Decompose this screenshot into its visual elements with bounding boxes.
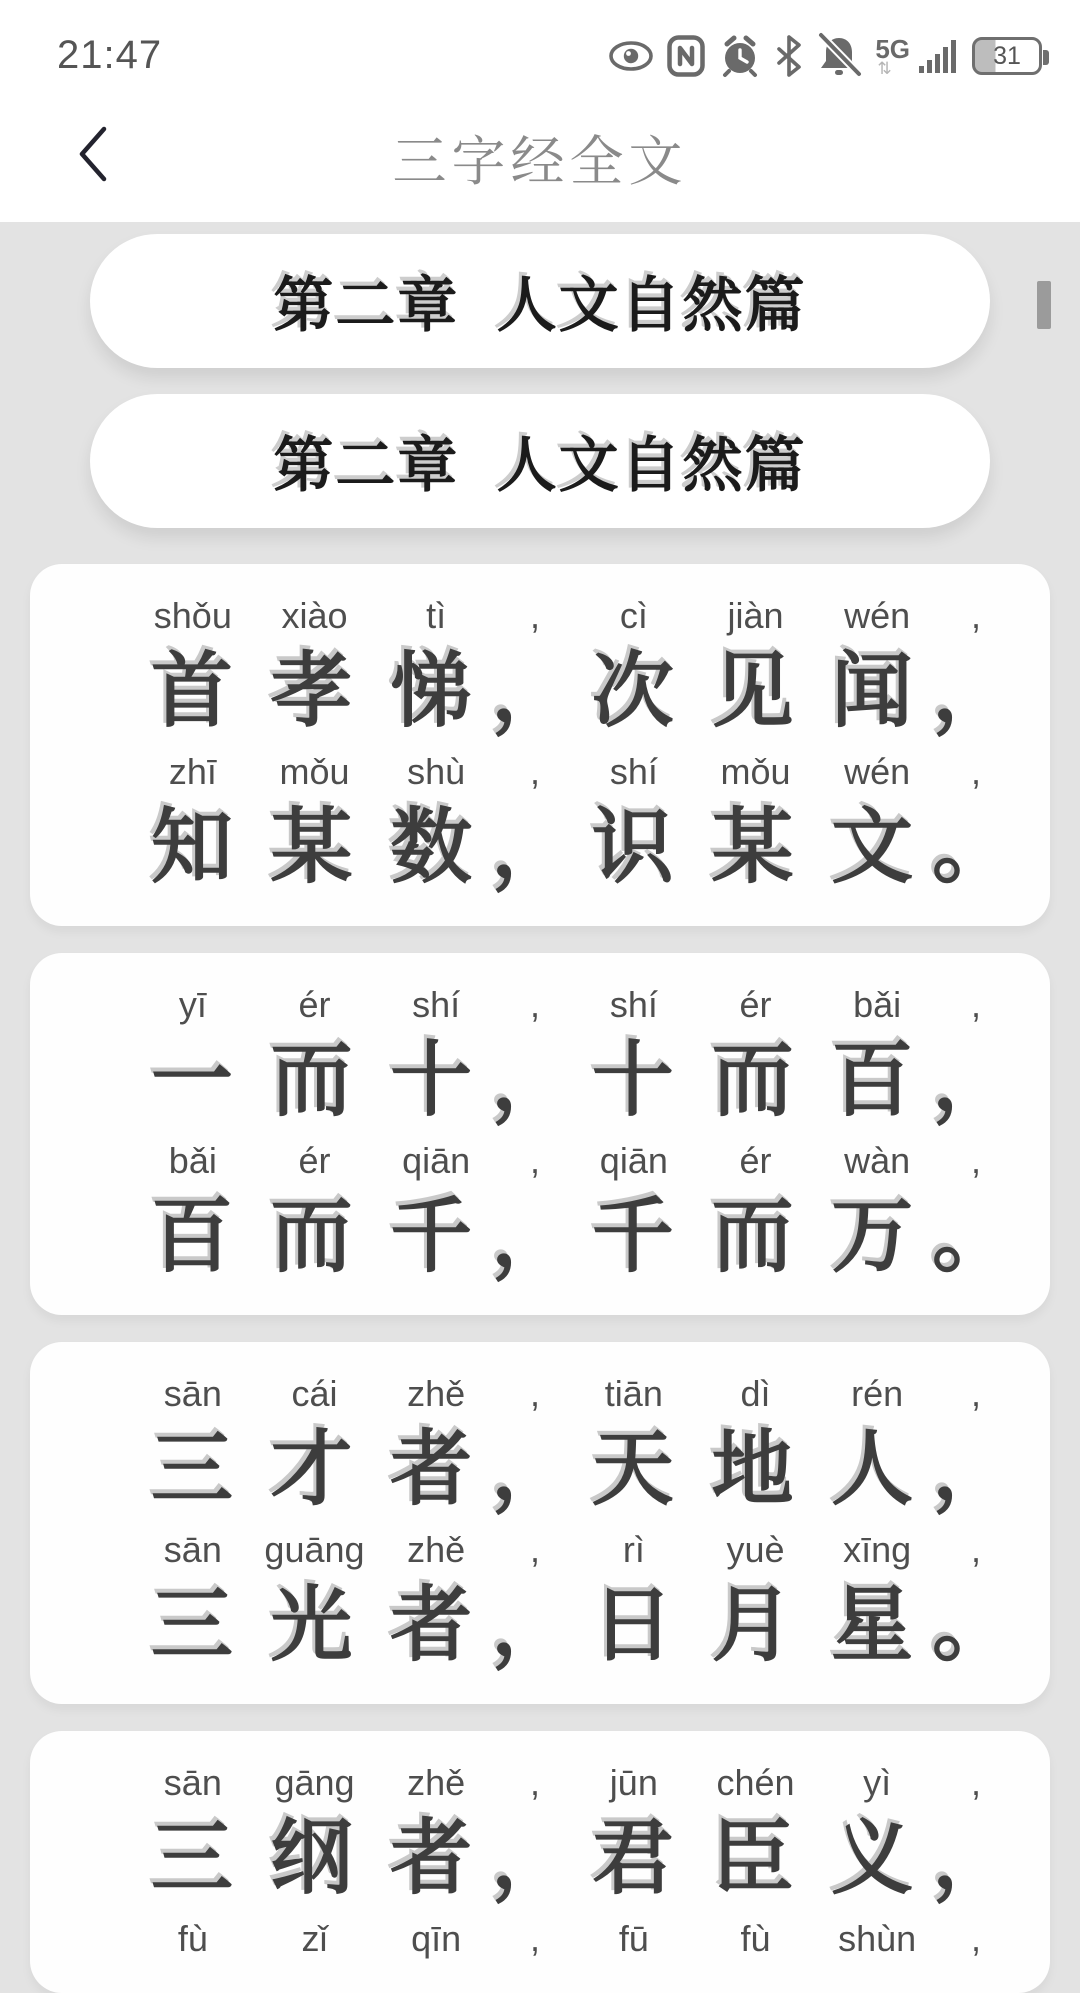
hanzi-character: 者 [390,1580,473,1671]
hanzi-punctuation: ， [490,1191,573,1282]
hanzi-character: 光 [270,1580,353,1671]
hanzi-punctuation: ， [490,1424,573,1515]
hanzi-character: 臣 [711,1813,794,1904]
pinyin-row [132,1757,1014,1809]
pinyin-syllable: shǒu [153,595,232,636]
hanzi-character: 三 [150,1580,233,1671]
pinyin-syllable: qīn [411,1918,462,1959]
page-title: 三字经全文 [392,131,688,192]
top-white-zone [0,0,1080,222]
scrollbar-thumb[interactable] [1037,281,1051,329]
pinyin-syllable: mǒu [720,751,791,792]
verse-line [132,1135,1014,1287]
bluetooth-icon [775,35,803,77]
pinyin-syllable: qiān [599,1140,668,1181]
pinyin-syllable: sān [163,1529,222,1570]
status-icons [608,34,1042,78]
pinyin-syllable: xiào [281,595,348,636]
hanzi-row [132,1031,1014,1131]
verse-card[interactable] [30,1731,1050,1993]
pinyin-syllable: zhī [168,751,217,792]
pinyin-comma: , [970,984,981,1025]
hanzi-row [132,1187,1014,1287]
pinyin-syllable: chén [716,1762,795,1803]
verse-card[interactable] [30,1342,1050,1704]
verse-list [0,564,1080,1993]
hanzi-character: 而 [270,1191,353,1282]
hanzi-character: 识 [591,802,674,893]
hanzi-character: 知 [150,802,233,893]
hanzi-character: 三 [150,1813,233,1904]
verse-card[interactable] [30,953,1050,1315]
hanzi-character: 千 [591,1191,674,1282]
back-button[interactable] [60,118,124,190]
battery-icon [972,37,1042,75]
hanzi-row [132,1576,1014,1676]
hanzi-punctuation: 。 [931,802,1014,893]
pinyin-syllable: fù [177,1918,208,1959]
verse-line [132,979,1014,1131]
hanzi-character: 君 [591,1813,674,1904]
hanzi-character: 十 [390,1035,473,1126]
pinyin-syllable: wàn [844,1140,911,1181]
pinyin-comma: , [970,1140,981,1181]
pinyin-comma: , [970,1529,981,1570]
signal-bars-icon [919,38,959,74]
pinyin-comma: , [529,595,540,636]
hanzi-character: 万 [831,1191,914,1282]
pinyin-syllable: yì [863,1762,892,1803]
pinyin-syllable: guāng [264,1529,365,1570]
hanzi-character: 才 [270,1424,353,1515]
pinyin-row [132,979,1014,1031]
hanzi-punctuation: 。 [931,1580,1014,1671]
hanzi-row [132,642,1014,742]
pinyin-syllable: zhě [407,1762,466,1803]
pinyin-syllable: ér [298,1140,331,1181]
pinyin-syllable: ér [739,1140,772,1181]
hanzi-character: 人 [831,1424,914,1515]
pinyin-comma: , [529,1529,540,1570]
verse-line [132,746,1014,898]
pinyin-syllable: shù [407,751,466,792]
battery-percent: 31 [993,41,1021,70]
hanzi-character: 某 [270,802,353,893]
hanzi-character: 而 [711,1191,794,1282]
pinyin-row [132,1368,1014,1420]
pinyin-row [132,746,1014,798]
pinyin-comma: , [529,1762,540,1803]
pinyin-syllable: tiān [604,1373,663,1414]
verse-line [132,1368,1014,1520]
pinyin-syllable: zhě [407,1529,466,1570]
pinyin-comma: , [529,1373,540,1414]
pinyin-row [132,1913,1014,1965]
pinyin-syllable: cái [291,1373,338,1414]
hanzi-row [132,798,1014,898]
pinyin-row [132,1524,1014,1576]
pinyin-syllable: dì [740,1373,771,1414]
hanzi-punctuation: ， [490,802,573,893]
hanzi-character: 闻 [831,646,914,737]
nfc-icon [667,35,705,77]
pinyin-syllable: rén [851,1373,904,1414]
pinyin-syllable: wén [844,595,911,636]
hanzi-character: 义 [831,1813,914,1904]
pinyin-comma: , [970,1918,981,1959]
hanzi-punctuation: ， [490,646,573,737]
verse-card[interactable] [30,564,1050,926]
pinyin-comma: , [970,751,981,792]
pinyin-syllable: sān [163,1762,222,1803]
pinyin-syllable: ér [739,984,772,1025]
hanzi-character: 见 [711,646,794,737]
hanzi-character: 百 [150,1191,233,1282]
pinyin-syllable: fù [740,1918,771,1959]
pinyin-comma: , [529,751,540,792]
pinyin-comma: , [529,1918,540,1959]
hanzi-character: 地 [711,1424,794,1515]
hanzi-character: 首 [150,646,233,737]
scroll-content [0,222,1080,1959]
pinyin-syllable: ér [298,984,331,1025]
pinyin-syllable: jiàn [727,595,784,636]
hanzi-punctuation: ， [490,1580,573,1671]
status-time: 21:47 [57,33,163,77]
hanzi-character: 某 [711,802,794,893]
hanzi-character: 三 [150,1424,233,1515]
pinyin-row [132,590,1014,642]
hanzi-character: 日 [591,1580,674,1671]
pinyin-syllable: bǎi [168,1140,217,1181]
pinyin-syllable: xīng [843,1529,912,1570]
pinyin-syllable: shí [412,984,461,1025]
hanzi-character: 者 [390,1424,473,1515]
pinyin-row [132,1135,1014,1187]
hanzi-character: 星 [831,1580,914,1671]
pinyin-syllable: rì [622,1529,645,1570]
hanzi-punctuation: ， [490,1813,573,1904]
network-indicator [875,33,910,78]
app-header [0,92,1080,222]
pinyin-comma: , [529,1140,540,1181]
chapter-button-1[interactable] [90,234,990,368]
hanzi-character: 而 [711,1035,794,1126]
hanzi-character: 月 [711,1580,794,1671]
hanzi-row [132,1809,1014,1909]
pinyin-syllable: wén [844,751,911,792]
pinyin-comma: , [529,984,540,1025]
hanzi-character: 十 [591,1035,674,1126]
hanzi-character: 一 [150,1035,233,1126]
pinyin-syllable: zhě [407,1373,466,1414]
hanzi-character: 孝 [270,646,353,737]
hanzi-character: 而 [270,1035,353,1126]
verse-line [132,1524,1014,1676]
pinyin-syllable: qiān [402,1140,471,1181]
chapter-button-label: 第二章 人文自然篇 [273,272,807,339]
battery-nub [1043,50,1049,65]
hanzi-punctuation: ， [931,1035,1014,1126]
pinyin-comma: , [970,1762,981,1803]
pinyin-syllable: shí [609,984,658,1025]
hanzi-character: 百 [831,1035,914,1126]
hanzi-character: 天 [591,1424,674,1515]
hanzi-character: 次 [591,646,674,737]
verse-line [132,1913,1014,1965]
eye-icon [608,40,654,72]
hanzi-punctuation: ， [931,1813,1014,1904]
pinyin-syllable: cì [619,595,648,636]
network-arrows-icon: ⇅ [877,58,892,78]
hanzi-character: 数 [390,802,473,893]
pinyin-syllable: shí [609,751,658,792]
pinyin-syllable: gāng [274,1762,355,1803]
pinyin-syllable: shùn [838,1918,917,1959]
hanzi-punctuation: ， [490,1035,573,1126]
hanzi-character: 纲 [270,1813,353,1904]
pinyin-syllable: sān [163,1373,222,1414]
pinyin-syllable: zǐ [301,1918,328,1959]
hanzi-punctuation: ， [931,1424,1014,1515]
network-type-label: 5G [875,33,910,64]
hanzi-character: 者 [390,1813,473,1904]
pinyin-comma: , [970,1373,981,1414]
verse-line [132,590,1014,742]
pinyin-comma: , [970,595,981,636]
hanzi-punctuation: 。 [931,1191,1014,1282]
bell-muted-icon [816,34,862,78]
hanzi-punctuation: ， [931,646,1014,737]
pinyin-syllable: jūn [609,1762,658,1803]
chapter-button-label: 第二章 人文自然篇 [273,432,807,499]
hanzi-character: 文 [831,802,914,893]
hanzi-row [132,1420,1014,1520]
pinyin-syllable: tì [426,595,447,636]
verse-line [132,1757,1014,1909]
alarm-icon [718,34,762,78]
hanzi-character: 悌 [390,646,473,737]
pinyin-syllable: bǎi [853,984,902,1025]
hanzi-character: 千 [390,1191,473,1282]
pinyin-syllable: yuè [726,1529,785,1570]
pinyin-syllable: fū [618,1918,649,1959]
chapter-button-2[interactable] [90,394,990,528]
pinyin-syllable: yī [178,984,207,1025]
pinyin-syllable: mǒu [279,751,350,792]
status-bar [0,0,1080,92]
